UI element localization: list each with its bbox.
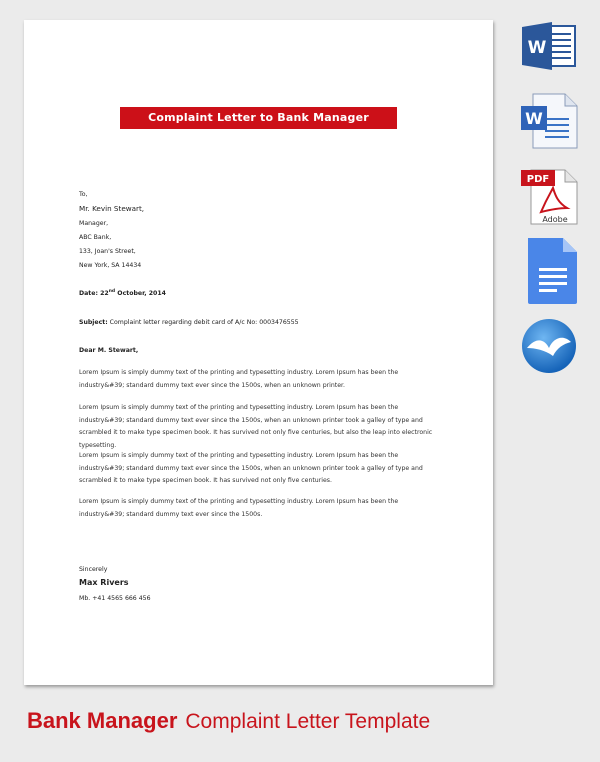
recipient-street: 133, Joan's Street, [79, 248, 136, 255]
subject-text: Complaint letter regarding debit card of A/c No: 0003476555 [107, 319, 299, 326]
body-paragraph: Lorem Ipsum is simply dummy text of the printing and typesetting industry. Lorem Ipsum has been the industry&#39; standard dummy text ever since the 1500s, when an unknown printer. [79, 369, 399, 389]
letter-page [24, 20, 493, 685]
svg-text:Adobe: Adobe [542, 215, 568, 224]
recipient-bank: ABC Bank, [79, 234, 112, 241]
subject-line [79, 319, 299, 326]
openoffice-icon[interactable] [519, 318, 579, 381]
footer-title-rest: Complaint Letter Template [185, 710, 431, 733]
pdf-icon[interactable] [519, 168, 579, 231]
svg-text:PDF: PDF [526, 174, 550, 185]
body-paragraph: Lorem Ipsum is simply dummy text of the printing and typesetting industry. Lorem Ipsum has been the industry&#39; standard dummy text ever since the 1500s. [79, 498, 399, 518]
recipient-city: New York, SA 14434 [79, 262, 142, 269]
letter-title-banner: Complaint Letter to Bank Manager [120, 107, 397, 129]
letter-date: Date: 22nd October, 2014 [79, 289, 166, 297]
body-paragraph: Lorem Ipsum is simply dummy text of the printing and typesetting industry. Lorem Ipsum has been the industry&#39; standard dummy text ever since the 1500s, when an unknown printer took a galley of type and scrambled it to make type specimen book. It has survived not only five centuries, but also the leap into electronic typesetting. [79, 404, 433, 450]
to-line: To, [79, 191, 88, 198]
footer-title-strong: Bank Manager [27, 708, 178, 733]
subject-label: Subject: [79, 319, 108, 326]
word-doc-icon[interactable] [519, 92, 579, 155]
recipient-name: Mr. Kevin Stewart, [79, 204, 145, 213]
recipient-title: Manager, [79, 220, 109, 227]
template-footer-title [27, 708, 430, 734]
salutation: Dear M. Stewart, [79, 347, 139, 354]
svg-text:W: W [527, 38, 547, 58]
word-icon[interactable] [519, 20, 579, 77]
signature-name: Max Rivers [79, 578, 129, 587]
svg-text:W: W [525, 109, 543, 128]
mobile-number: Mb. +41 4565 666 456 [79, 595, 151, 602]
google-docs-icon[interactable] [519, 236, 579, 311]
closing: Sincerely [79, 566, 108, 573]
body-paragraph: Lorem Ipsum is simply dummy text of the printing and typesetting industry. Lorem Ipsum has been the industry&#39; standard dummy text ever since the 1500s, when an unknown printer took a galley of type and scrambled it to make type specimen book. It has survived not only five centuries. [79, 452, 423, 485]
